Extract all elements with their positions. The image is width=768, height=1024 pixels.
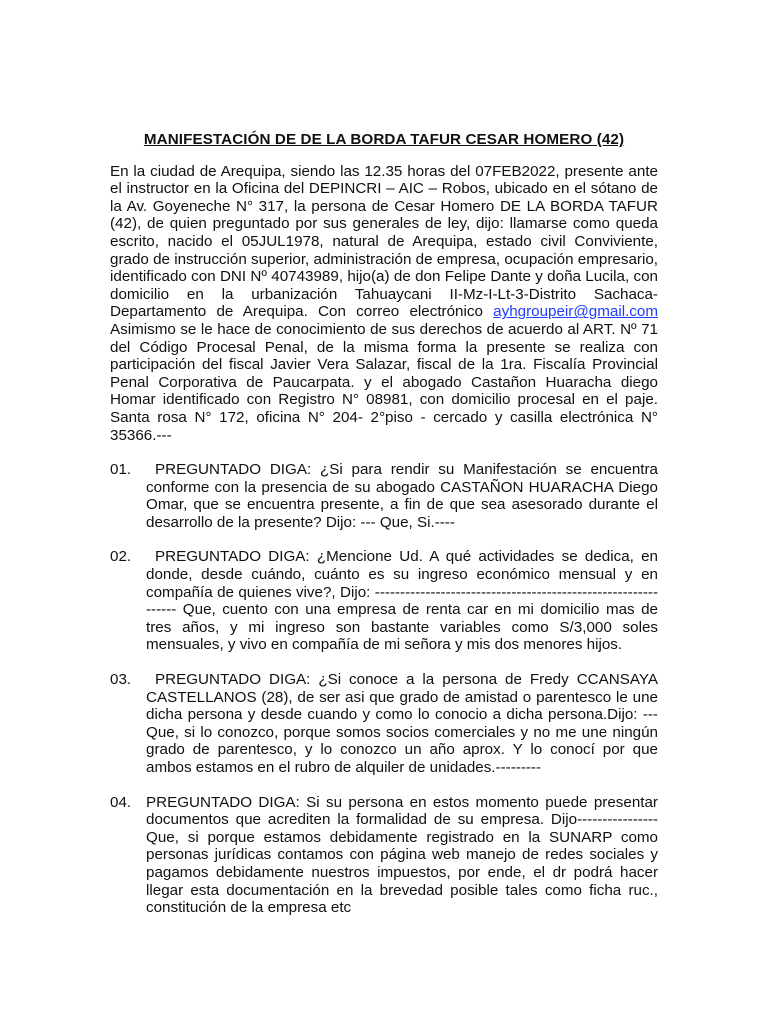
- question-text-block: [146, 794, 658, 917]
- question-text-block: [146, 548, 658, 654]
- email-link[interactable]: ayhgroupeir@gmail.com: [493, 303, 658, 321]
- question-number: 03.: [110, 671, 132, 689]
- document-page: [110, 131, 658, 917]
- question-text: PREGUNTADO DIGA: ¿Mencione Ud. A qué actividades se dedica, en donde, desde cuándo, cuánto es su ingreso económico mensual y en compañía de quienes vive?, Dijo: -------------------------------------------------------------- Que, cuento con una empresa de renta car en mi domicilio mas de tres años, y mi ingreso son bastante variables como S/3,000 soles mensuales, y vivo en compañía de mi señora y mis dos menores hijos.: [146, 548, 658, 654]
- question-item: [110, 794, 658, 917]
- intro-text-after-email: Asimismo se le hace de conocimiento de sus derechos de acuerdo al ART. Nº 71 del Código Procesal Penal, de la misma forma la presente se realiza con participación del fiscal Javier Vera Salazar, fiscal de la 1ra. Fiscalía Provincial Penal Corporativa de Paucarpata. y el abogado Castañon Huaracha diego Homar identificado con Registro N° 08981, con domicilio procesal en el paje. Santa rosa N° 172, oficina N° 204- 2°piso - cercado y casilla electrónica N° 35366.---: [110, 320, 658, 444]
- question-item: [110, 671, 658, 777]
- intro-text-before-email: En la ciudad de Arequipa, siendo las 12.35 horas del 07FEB2022, presente ante el instructor en la Oficina del DEPINCRI – AIC – Robos, ubicado en el sótano de la Av. Goyeneche N° 317, la persona de Cesar Homero DE LA BORDA TAFUR (42), de quien preguntado por sus generales de ley, dijo: llamarse como queda escrito, nacido el 05JUL1978, natural de Arequipa, estado civil Conviviente, grado de instrucción superior, administración de empresa, ocupación empresario, identificado con DNI Nº 40743989, hijo(a) de don Felipe Dante y doña Lucila, con domicilio en la urbanización Tahuaycani II-Mz-I-Lt-3-Distrito Sachaca-Departamento de Arequipa. Con correo electrónico: [110, 162, 658, 321]
- question-number: 01.: [110, 461, 132, 479]
- question-text-block: [146, 671, 658, 777]
- question-text: PREGUNTADO DIGA: ¿Si para rendir su Manifestación se encuentra conforme con la presencia de su abogado CASTAÑON HUARACHA Diego Omar, que se encuentra presente, a fin de que sea asesorado durante el desarrollo de la presente? Dijo: --- Que, Si.----: [146, 461, 658, 531]
- question-text: PREGUNTADO DIGA: ¿Si conoce a la persona de Fredy CCANSAYA CASTELLANOS (28), de ser asi que grado de amistad o parentesco le une dicha persona y desde cuando y como lo conocio a dicha persona.Dijo: --- Que, si lo conozco, porque somos socios comerciales y no me une ningún grado de parentesco, y lo conozco un año aprox. Y lo conocí por que ambos estamos en el rubro de alquiler de unidades.---------: [146, 671, 658, 776]
- question-number: 04.: [110, 793, 132, 811]
- question-item: [110, 461, 658, 531]
- question-number: 02.: [110, 548, 132, 566]
- question-text: PREGUNTADO DIGA: Si su persona en estos momento puede presentar documentos que acrediten la formalidad de su empresa. Dijo---------------- Que, si porque estamos debidamente registrado en la SUNARP como personas jurídicas contamos con página web manejo de redes sociales y pagamos debidamente nuestros impuestos, por ende, el dr podrá hacer llegar esta documentación en la brevedad posible tales como ficha ruc., constitución de la empresa etc: [146, 793, 658, 917]
- question-item: [110, 548, 658, 654]
- document-title: MANIFESTACIÓN DE DE LA BORDA TAFUR CESAR HOMERO (42): [143, 131, 625, 148]
- intro-paragraph: [110, 163, 658, 445]
- question-text-block: [146, 461, 658, 531]
